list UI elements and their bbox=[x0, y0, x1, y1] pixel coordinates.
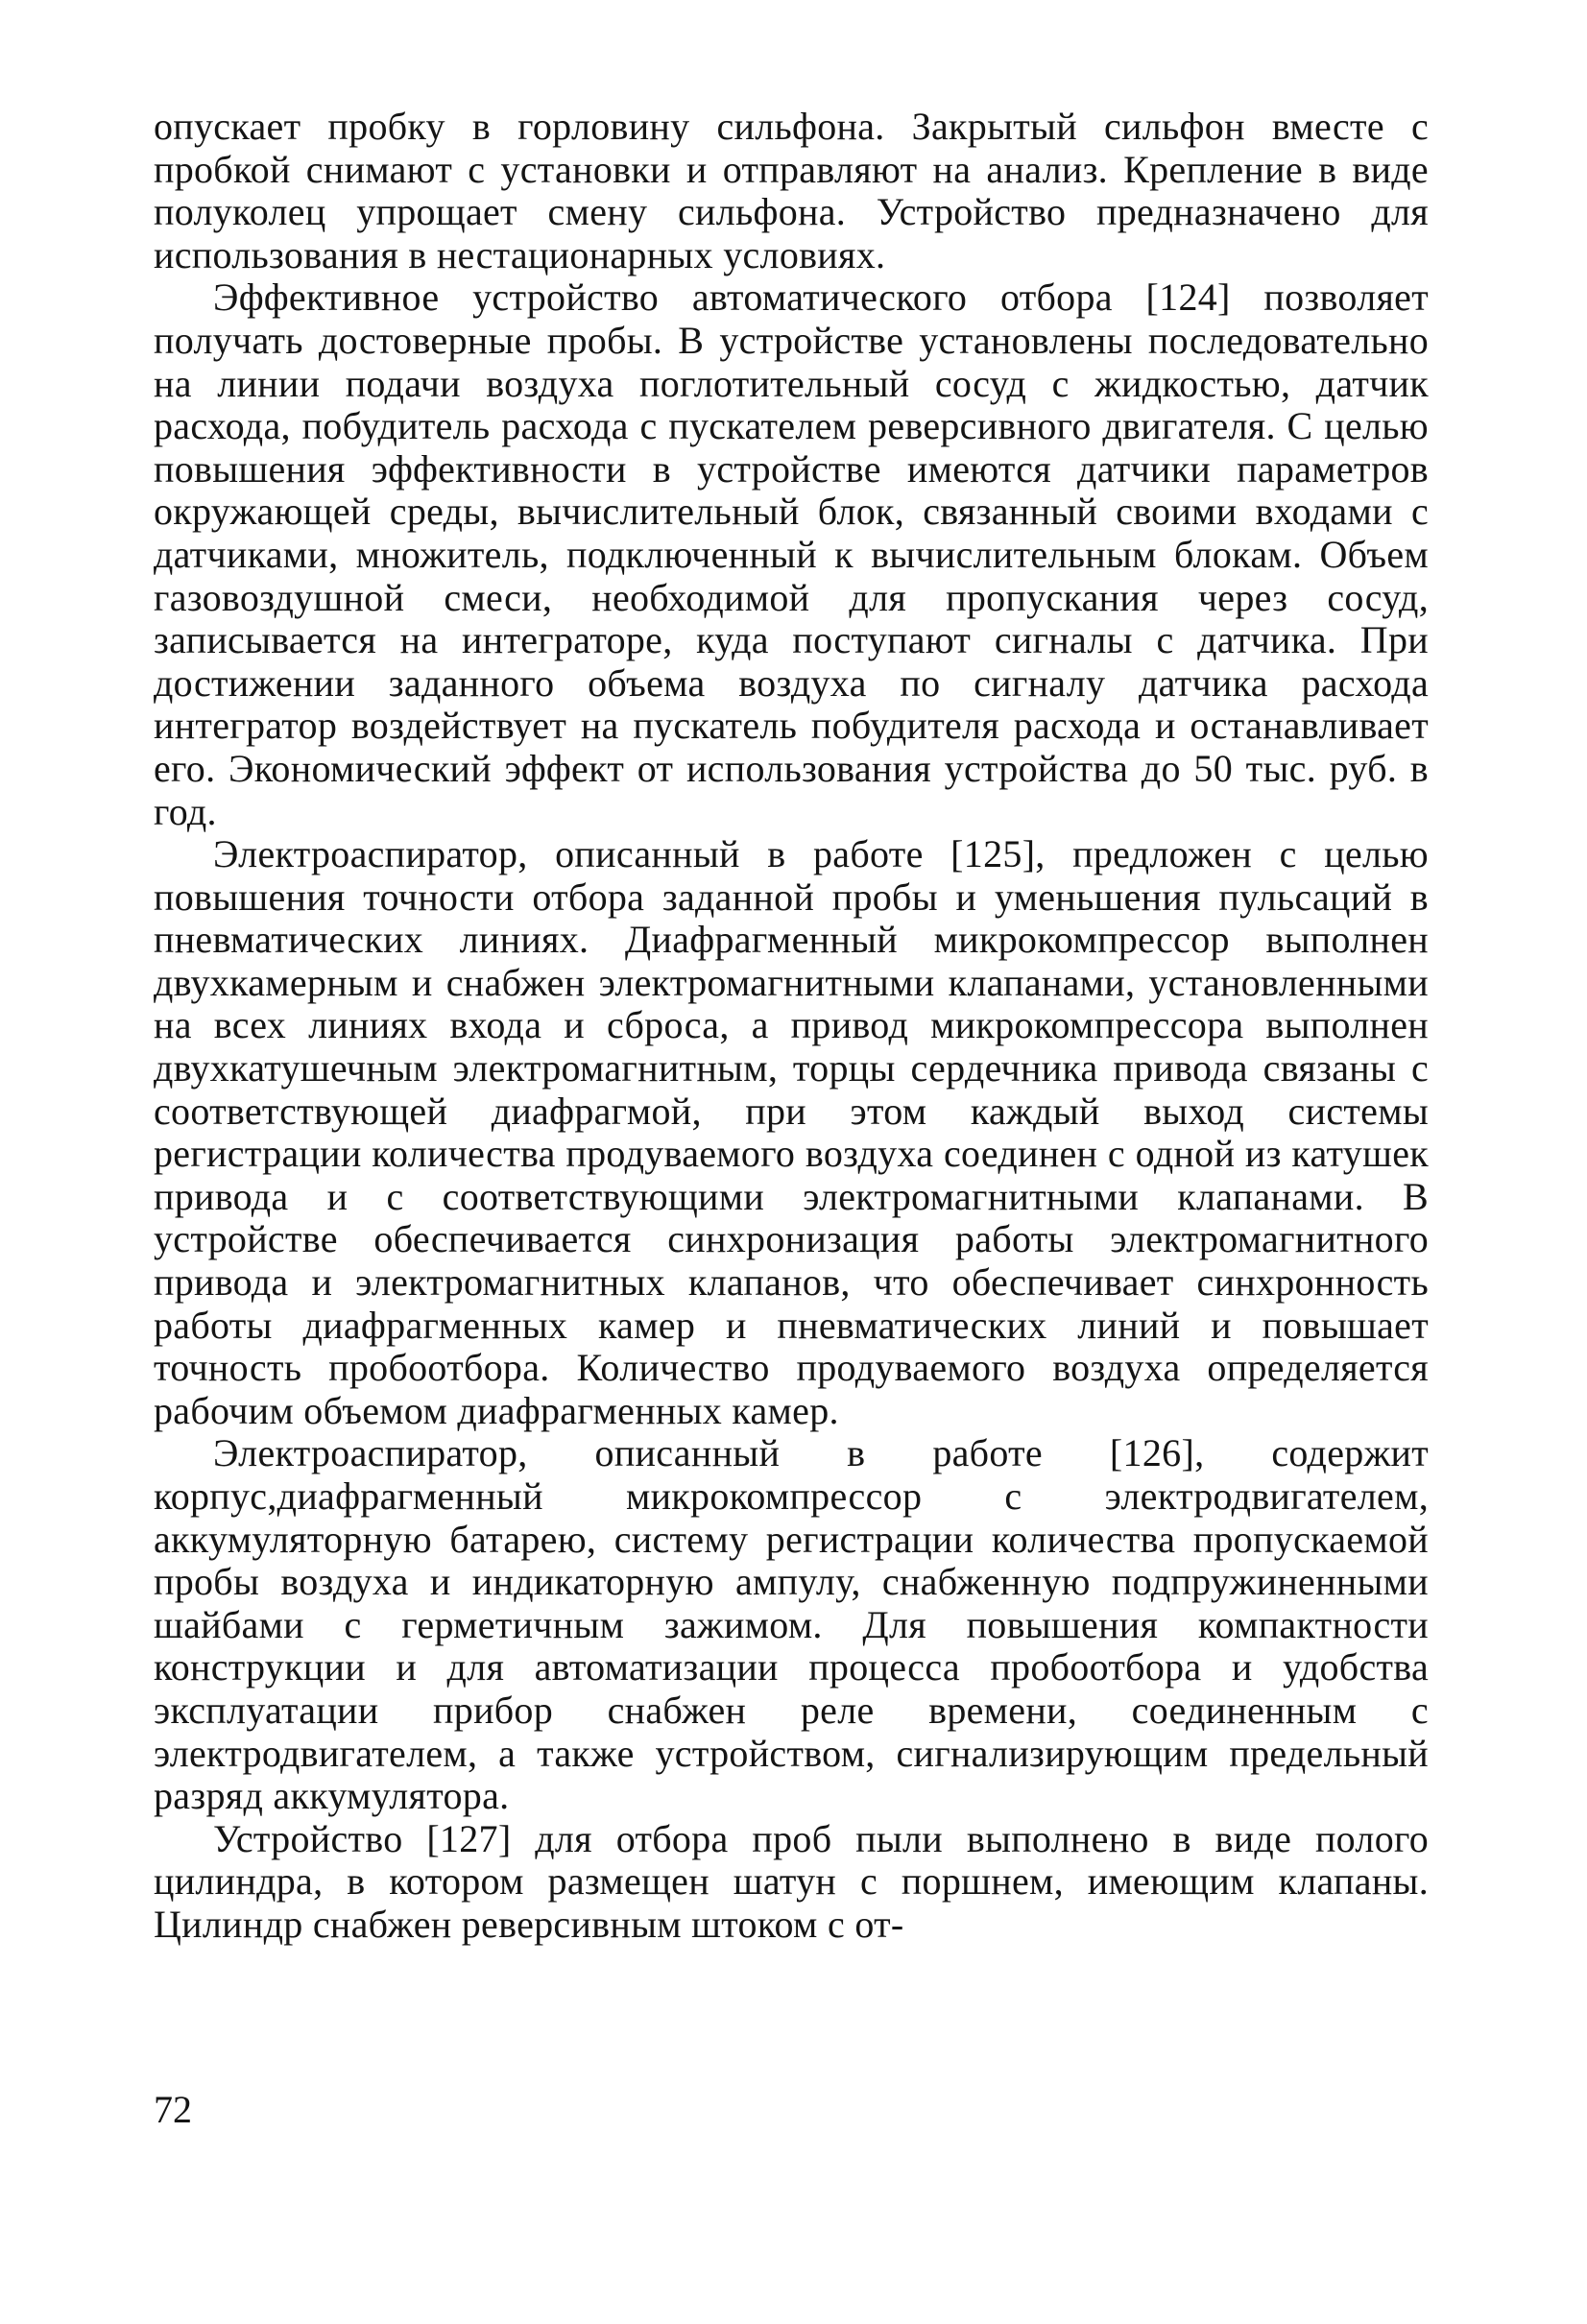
paragraph-device-127: Устройство [127] для отбора проб пыли выполнено в виде полого цилиндра, в котором размещен шатун с поршнем, имеющим клапаны. Цилиндр снабжен реверсивным штоком с от- bbox=[154, 1816, 1429, 1946]
paragraph-electroaspirator-125: Электроаспиратор, описанный в работе [125], предложен с целью повышения точности отбора заданной пробы и уменьшения пульсаций в пневматических линиях. Диафрагменный микрокомпрессор выполнен двухкамерным и снабжен электромагнитными клапанами, установленными на всех линиях входа и сброса, а привод микрокомпрессора выполнен двухкатушечным электромагнитным, торцы сердечника привода связаны с соответствующей диафрагмой, при этом каждый выход системы регистрации количества продуваемого воздуха соединен с одной из катушек привода и с соответствующими электромагнитными клапанами. В устройстве обеспечивается синхронизация работы электромагнитного привода и электромагнитных клапанов, что обеспечивает синхронность работы диафрагменных камер и пневматических линий и повышает точность пробоотбора. Количество продуваемого воздуха определяется рабочим объемом диафрагменных камер. bbox=[154, 832, 1429, 1432]
paragraph-device-124: Эффективное устройство автоматического отбора [124] позволяет получать достоверные пробы. В устройстве установлены последовательно на линии подачи воздуха поглотительный сосуд с жидкостью, датчик расхода, побудитель расхода с пускателем реверсивного двигателя. С целью повышения эффективности в устройстве имеются датчики параметров окружающей среды, вычислительный блок, связанный своими входами с датчиками, множитель, подключенный к вычислительным блокам. Объем газовоздушной смеси, необходимой для пропускания через сосуд, записывается на интеграторе, куда поступают сигналы с датчика. При достижении заданного объема воздуха по сигналу датчика расхода интегратор воздействует на пускатель побудителя расхода и останавливает его. Экономический эффект от использования устройства до 50 тыс. руб. в год. bbox=[154, 276, 1429, 833]
paragraph-electroaspirator-126: Электроаспиратор, описанный в работе [126], содержит корпус,диафрагменный микрокомпрессор с электродвигателем, аккумуляторную батарею, систему регистрации количества пропускаемой пробы воздуха и индикаторную ампулу, снабженную подпружиненными шайбами с герметичным зажимом. Для повышения компактности конструкции и для автоматизации процесса пробоотбора и удобства эксплуатации прибор снабжен реле времени, соединенным с электродвигателем, а также устройством, сигнализирующим предельный разряд аккумулятора. bbox=[154, 1431, 1429, 1818]
page-number: 72 bbox=[154, 2088, 192, 2131]
paragraph-continuation: опускает пробку в горловину сильфона. Закрытый сильфон вместе с пробкой снимают с установки и отправляют на анализ. Крепление в виде полуколец упрощает смену сильфона. Устройство предназначено для использования в нестационарных условиях. bbox=[154, 105, 1429, 276]
page-body bbox=[154, 106, 1429, 1947]
